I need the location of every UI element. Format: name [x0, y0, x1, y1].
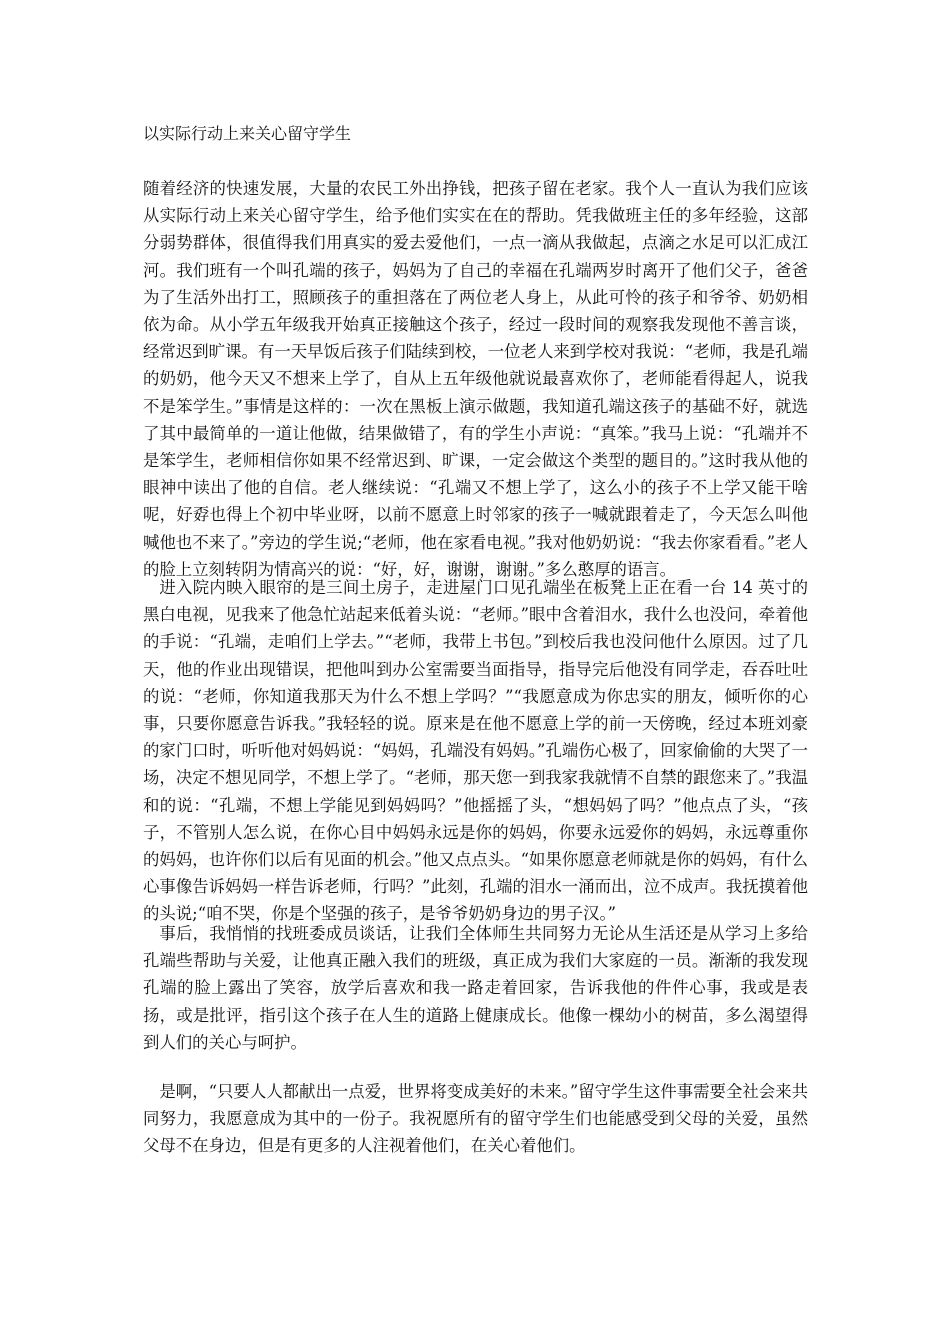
document-title: 以实际行动上来关心留守学生 — [143, 124, 352, 143]
paragraph-3: 事后，我悄悄的找班委成员谈话，让我们全体师生共同努力无论从生活还是从学习上多给孔端些帮助与关爱，让他真正融入我们的班级，真正成为我们大家庭的一员。渐渐的我发现孔端的脸上露出了笑容，放学后喜欢和我一路走着回家，告诉我他的件件心事，我或是表扬，或是批评，指引这个孩子在人生的道路上健康成长。他像一棵幼小的树苗，多么渴望得到人们的关心与呵护。 — [143, 924, 808, 1052]
paragraph-2: 进入院内映入眼帘的是三间土房子，走进屋门口见孔端坐在板凳上正在看一台 14 英寸的黑白电视，见我来了他急忙站起来低着头说：“老师。”眼中含着泪水，我什么也没问，牵着他的手说：“孔端，走咱们上学去。”“老师，我带上书包。”到校后我也没问他什么原因。过了几天，他的作业出现错误，把他叫到办公室需要当面指导，指导完后他没有同学走，吞吞吐吐的说：“老师，你知道我那天为什么不想上学吗？”“我愿意成为你忠实的朋友，倾听你的心事，只要你愿意告诉我。”我轻轻的说。原来是在他不愿意上学的前一天傍晚，经过本班刘豪的家门口时，听听他对妈妈说：“妈妈，孔端没有妈妈。”孔端伤心极了，回家偷偷的大哭了一场，决定不想见同学，不想上学了。“老师，那天您一到我家我就情不自禁的跟您来了。”我温和的说：“孔端，不想上学能见到妈妈吗？”他摇摇了头，“想妈妈了吗？”他点点了头，“孩子，不管别人怎么说，在你心目中妈妈永远是你的妈妈，你要永远爱你的妈妈，永远尊重你的妈妈，也许你们以后有见面的机会。”他又点点头。“如果你愿意老师就是你的妈妈，有什么心事像告诉妈妈一样告诉老师，行吗？”此刻，孔端的泪水一涌而出，泣不成声。我抚摸着他的头说;“咱不哭，你是个坚强的孩子，是爷爷奶奶身边的男子汉。” — [143, 578, 808, 924]
paragraph-4: 是啊，“只要人人都献出一点爱，世界将变成美好的未来。”留守学生这件事需要全社会来共同努力，我愿意成为其中的一份子。我祝愿所有的留守学生们也能感受到父母的关爱，虽然父母不在身边，但是有更多的人注视着他们，在关心着他们。 — [143, 1082, 808, 1156]
paragraph-1: 随着经济的快速发展，大量的农民工外出挣钱，把孩子留在老家。我个人一直认为我们应该从实际行动上来关心留守学生，给予他们实实在在的帮助。凭我做班主任的多年经验，这部分弱势群体，很值得我们用真实的爱去爱他们，一点一滴从我做起，点滴之水足可以汇成江河。我们班有一个叫孔端的孩子，妈妈为了自己的幸福在孔端两岁时离开了他们父子，爸爸为了生活外出打工，照顾孩子的重担落在了两位老人身上，从此可怜的孩子和爷爷、奶奶相依为命。从小学五年级我开始真正接触这个孩子，经过一段时间的观察我发现他不善言谈，经常迟到旷课。有一天早饭后孩子们陆续到校，一位老人来到学校对我说：“老师，我是孔端的奶奶，他今天又不想来上学了，自从上五年级他就说最喜欢你了，老师能看得起人，说我不是笨学生。”事情是这样的：一次在黑板上演示做题，我知道孔端这孩子的基础不好，就选了其中最简单的一道让他做，结果做错了，有的学生小声说：“真笨。”我马上说：“孔端并不是笨学生，老师相信你如果不经常迟到、旷课，一定会做这个类型的题目的。”这时我从他的眼神中读出了他的自信。老人继续说：“孔端又不想上学了，这么小的孩子不上学又能干啥呢，好孬也得上个初中毕业呀，以前不愿意上时邻家的孩子一喊就跟着走了，今天怎么叫他喊他也不来了。”旁边的学生说;“老师，他在家看电视。”我对他奶奶说：“我去你家看看。”老人的脸上立刻转阴为情高兴的说：“好，好，谢谢，谢谢。”多么憨厚的语言。 — [143, 179, 808, 579]
